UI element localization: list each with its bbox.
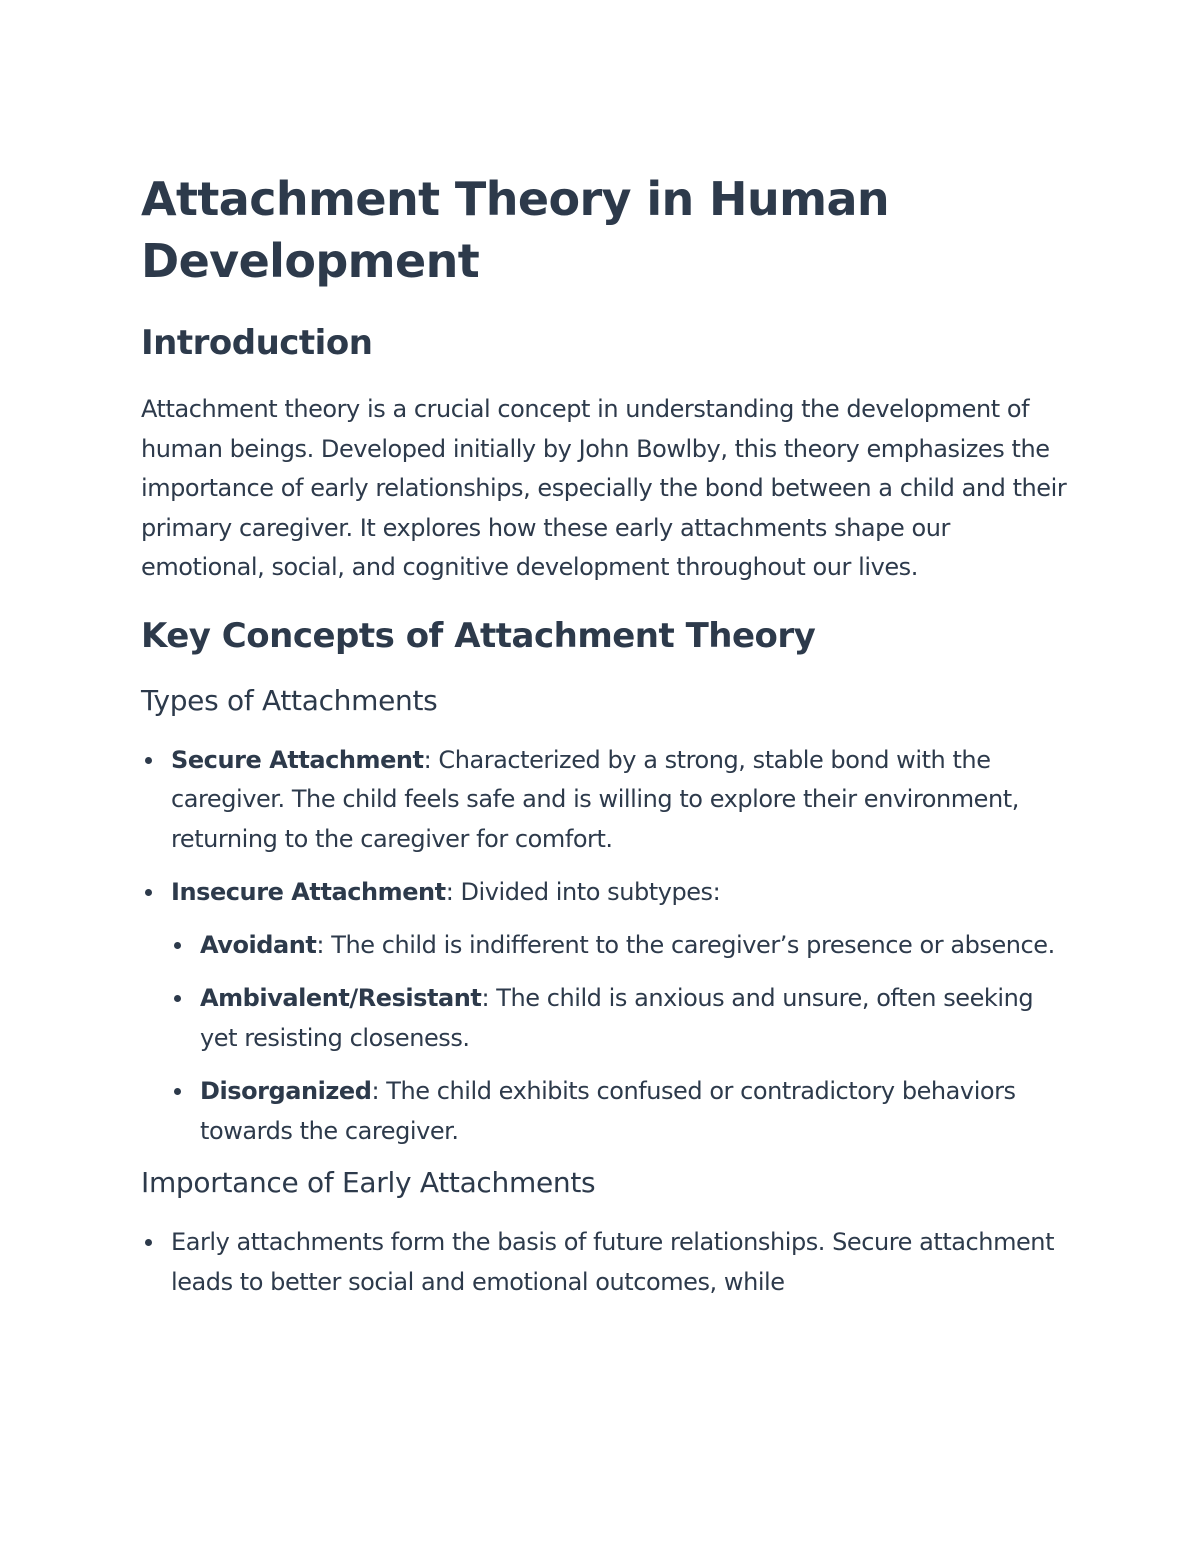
document-title: Attachment Theory in Human Development (141, 172, 890, 288)
desc-avoidant: : The child is indifferent to the caregiver’s presence or absence. (316, 930, 1055, 959)
subsection-heading-importance: Importance of Early Attachments (141, 1166, 596, 1199)
attachment-types-list (141, 741, 1071, 1152)
desc-insecure: : Divided into subtypes: (445, 878, 721, 906)
bullet-icon (145, 1239, 152, 1246)
list-item-disorganized (171, 1072, 1071, 1151)
desc-secure: : Characterized by a strong, stable bond with the caregiver. The child feels safe and is willing to explore their environment, returning to the caregiver for comfort. (171, 745, 1019, 853)
bullet-icon (174, 1088, 181, 1095)
term-disorganized: Disorganized (200, 1077, 372, 1105)
term-insecure: Insecure Attachment (171, 878, 446, 906)
desc-disorganized: : The child exhibits confused or contradictory behaviors towards the caregiver. (200, 1077, 1016, 1145)
term-avoidant: Avoidant (200, 930, 317, 959)
insecure-subtypes-list (171, 926, 1071, 1152)
section-heading-key-concepts: Key Concepts of Attachment Theory (141, 615, 816, 656)
intro-paragraph: Attachment theory is a crucial concept in understanding the development of human beings. Developed initially by John Bowlby, this theory emphasizes the importance of early relationships, especially the bond between a child and their primary caregiver. It explores how these early attachments shape our emotional, social, and cognitive development throughout our lives. (141, 395, 1067, 581)
term-secure: Secure Attachment (171, 745, 424, 774)
list-item-insecure (141, 873, 1071, 1151)
list-item-ambivalent (171, 979, 1071, 1058)
list-item-secure (141, 741, 1071, 860)
list-item-avoidant (171, 926, 1071, 966)
bullet-icon (174, 995, 181, 1002)
subsection-heading-types: Types of Attachments (141, 683, 438, 717)
document-content (141, 168, 1071, 1302)
list-item-importance (141, 1223, 1071, 1302)
bullet-icon (145, 889, 152, 896)
importance-list (141, 1223, 1071, 1302)
bullet-icon (174, 942, 181, 949)
section-heading-introduction: Introduction (141, 323, 373, 363)
desc-ambivalent: : The child is anxious and unsure, often seeking yet resisting closeness. (200, 984, 1034, 1052)
bullet-icon (145, 757, 152, 764)
importance-text: Early attachments form the basis of future relationships. Secure attachment leads to better social and emotional outcomes, while (171, 1228, 1055, 1296)
term-ambivalent: Ambivalent/Resistant (200, 984, 482, 1012)
